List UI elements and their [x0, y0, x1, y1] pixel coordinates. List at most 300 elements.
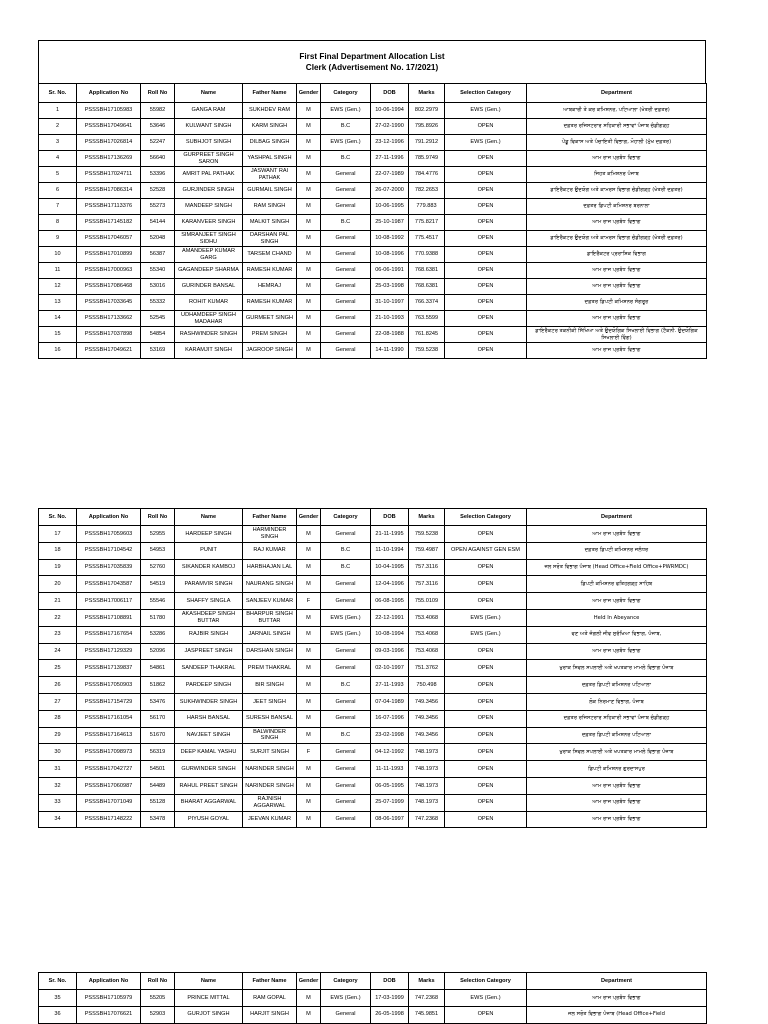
selection-category-cell: OPEN — [445, 593, 527, 610]
category-cell: General — [321, 794, 371, 811]
roll-no-cell: 55205 — [141, 990, 175, 1007]
name-cell: NAVJEET SINGH — [175, 727, 243, 744]
table-row — [39, 626, 707, 643]
application-no-cell: PSSSBH17049621 — [77, 343, 141, 359]
name-cell: SIKANDER KAMBOJ — [175, 559, 243, 576]
category-cell: General — [321, 660, 371, 677]
name-cell: GAGANDEEP SHARMA — [175, 263, 243, 279]
roll-no-cell: 55340 — [141, 263, 175, 279]
father-name-cell: YASHPAL SINGH — [243, 151, 297, 167]
sr-no-cell: 6 — [39, 183, 77, 199]
list-subtitle: Clerk (Advertisement No. 17/2021) — [305, 63, 439, 72]
roll-no-cell: 52545 — [141, 311, 175, 327]
category-cell: General — [321, 710, 371, 727]
category-cell: General — [321, 327, 371, 343]
column-header-marks: Marks — [409, 973, 445, 990]
dob-cell: 10-08-1992 — [371, 231, 409, 247]
column-header-roll-no: Roll No — [141, 509, 175, 526]
father-name-cell: BALWINDER SINGH — [243, 727, 297, 744]
dob-cell: 10-04-1995 — [371, 559, 409, 576]
father-name-cell: RAJNISH AGGARWAL — [243, 794, 297, 811]
name-cell: DEEP KAMAL YASHU — [175, 744, 243, 761]
allocation-sheet-1 — [38, 40, 706, 359]
gender-cell: M — [297, 727, 321, 744]
selection-category-cell: OPEN — [445, 794, 527, 811]
sr-no-cell: 10 — [39, 247, 77, 263]
gender-cell: M — [297, 103, 321, 119]
application-no-cell: PSSSBH17154729 — [77, 693, 141, 710]
application-no-cell: PSSSBH17105979 — [77, 990, 141, 1007]
table-row — [39, 135, 707, 151]
dob-cell: 17-03-1999 — [371, 990, 409, 1007]
marks-cell: 775.4517 — [409, 231, 445, 247]
marks-cell: 757.3116 — [409, 559, 445, 576]
name-cell: GURPREET SINGH SARON — [175, 151, 243, 167]
table-row — [39, 279, 707, 295]
application-no-cell: PSSSBH17071049 — [77, 794, 141, 811]
column-header-application-no: Application No — [77, 509, 141, 526]
gender-cell: M — [297, 263, 321, 279]
selection-category-cell: OPEN — [445, 761, 527, 778]
dob-cell: 25-10-1987 — [371, 215, 409, 231]
column-header-roll-no: Roll No — [141, 84, 175, 103]
category-cell: General — [321, 295, 371, 311]
father-name-cell: HEMRAJ — [243, 279, 297, 295]
department-cell: ਡਾਇਰੈਕਟਰ ਤਕਨੀਕੀ ਸਿੱਖਿਆ ਅਤੇ ਉਦਯੋਗਿਕ ਸਿਖਲਾਈ ਵਿਭਾਗ (ਟੈਕਨੀ. ਉਦਯੋਗਿਕ ਸਿਖਲਾਈ ਵਿੰਗ) — [527, 327, 707, 343]
father-name-cell: RAM SINGH — [243, 199, 297, 215]
allocation-table-2 — [38, 508, 707, 828]
father-name-cell: NARINDER SINGH — [243, 761, 297, 778]
roll-no-cell: 51780 — [141, 609, 175, 626]
name-cell: RAHUL PREET SINGH — [175, 777, 243, 794]
category-cell: B.C — [321, 727, 371, 744]
roll-no-cell: 56319 — [141, 744, 175, 761]
name-cell: PARDEEP SINGH — [175, 677, 243, 694]
column-header-gender: Gender — [297, 84, 321, 103]
table-row — [39, 744, 707, 761]
gender-cell: M — [297, 199, 321, 215]
roll-no-cell: 52096 — [141, 643, 175, 660]
table-row — [39, 660, 707, 677]
father-name-cell: PREM THAKRAL — [243, 660, 297, 677]
column-header-sr-no: Sr. No. — [39, 973, 77, 990]
department-cell: ਆਮ ਰਾਜ ਪ੍ਰਬੰਧ ਵਿਭਾਗ — [527, 643, 707, 660]
marks-cell: 753.4068 — [409, 643, 445, 660]
father-name-cell: NAURANG SINGH — [243, 576, 297, 593]
marks-cell: 779.883 — [409, 199, 445, 215]
department-cell: Held In Abeyance — [527, 609, 707, 626]
department-cell: ਡਾਇਰੈਕਟਰ ਉਦਯੋਗ ਅਤੇ ਕਾਮਰਸ ਵਿਭਾਗ ਚੰਡੀਗੜ੍ਹ (ਖੇਤਰੀ ਦਫ਼ਤਰ) — [527, 183, 707, 199]
gender-cell: M — [297, 576, 321, 593]
department-cell: ਦਫ਼ਤਰ ਡਿਪਟੀ ਕਮਿਸ਼ਨਰ ਸੰਗਰੂਰ — [527, 295, 707, 311]
father-name-cell: KARM SINGH — [243, 119, 297, 135]
application-no-cell: PSSSBH17164613 — [77, 727, 141, 744]
marks-cell: 748.1973 — [409, 794, 445, 811]
department-cell: ਦਫ਼ਤਰ ਡਿਪਟੀ ਕਮਿਸ਼ਨਰ ਪਟਿਆਲਾ — [527, 677, 707, 694]
dob-cell: 02-10-1997 — [371, 660, 409, 677]
gender-cell: M — [297, 167, 321, 183]
dob-cell: 04-12-1992 — [371, 744, 409, 761]
sr-no-cell: 22 — [39, 609, 77, 626]
table-row — [39, 576, 707, 593]
selection-category-cell: OPEN — [445, 643, 527, 660]
sr-no-cell: 31 — [39, 761, 77, 778]
marks-cell: 768.6381 — [409, 263, 445, 279]
application-no-cell: PSSSBH17108891 — [77, 609, 141, 626]
department-cell: ਆਮ ਰਾਜ ਪ੍ਰਬੰਧ ਵਿਭਾਗ — [527, 343, 707, 359]
application-no-cell: PSSSBH17136269 — [77, 151, 141, 167]
application-no-cell: PSSSBH17086468 — [77, 279, 141, 295]
dob-cell: 26-05-1998 — [371, 1006, 409, 1023]
sr-no-cell: 32 — [39, 777, 77, 794]
name-cell: PIYUSH GOYAL — [175, 811, 243, 828]
table-row — [39, 231, 707, 247]
selection-category-cell: EWS (Gen.) — [445, 103, 527, 119]
application-no-cell: PSSSBH17129329 — [77, 643, 141, 660]
roll-no-cell: 52903 — [141, 1006, 175, 1023]
sr-no-cell: 35 — [39, 990, 77, 1007]
selection-category-cell: OPEN — [445, 693, 527, 710]
roll-no-cell: 55982 — [141, 103, 175, 119]
table-row — [39, 247, 707, 263]
selection-category-cell: EWS (Gen.) — [445, 626, 527, 643]
selection-category-cell: OPEN — [445, 811, 527, 828]
table-row — [39, 794, 707, 811]
column-header-selection-category: Selection Category — [445, 973, 527, 990]
father-name-cell: DILBAG SINGH — [243, 135, 297, 151]
application-no-cell: PSSSBH17046057 — [77, 231, 141, 247]
name-cell: PRINCE MITTAL — [175, 990, 243, 1007]
sr-no-cell: 29 — [39, 727, 77, 744]
application-no-cell: PSSSBH17043587 — [77, 576, 141, 593]
name-cell: KARANVEER SINGH — [175, 215, 243, 231]
gender-cell: M — [297, 215, 321, 231]
application-no-cell: PSSSBH17104542 — [77, 542, 141, 559]
roll-no-cell: 55128 — [141, 794, 175, 811]
selection-category-cell: OPEN — [445, 660, 527, 677]
dob-cell: 16-07-1996 — [371, 710, 409, 727]
gender-cell: M — [297, 343, 321, 359]
roll-no-cell: 55273 — [141, 199, 175, 215]
table-row — [39, 183, 707, 199]
sr-no-cell: 21 — [39, 593, 77, 610]
selection-category-cell: OPEN — [445, 576, 527, 593]
sr-no-cell: 3 — [39, 135, 77, 151]
category-cell: General — [321, 279, 371, 295]
roll-no-cell: 54953 — [141, 542, 175, 559]
application-no-cell: PSSSBH17113376 — [77, 199, 141, 215]
selection-category-cell: OPEN — [445, 263, 527, 279]
name-cell: HARSH BANSAL — [175, 710, 243, 727]
father-name-cell: PREM SINGH — [243, 327, 297, 343]
dob-cell: 11-11-1993 — [371, 761, 409, 778]
application-no-cell: PSSSBH17060987 — [77, 777, 141, 794]
marks-cell: 753.4068 — [409, 609, 445, 626]
category-cell: General — [321, 183, 371, 199]
dob-cell: 27-11-1996 — [371, 151, 409, 167]
gender-cell: M — [297, 231, 321, 247]
category-cell: EWS (Gen.) — [321, 103, 371, 119]
marks-cell: 775.8217 — [409, 215, 445, 231]
application-no-cell: PSSSBH17006117 — [77, 593, 141, 610]
category-cell: General — [321, 231, 371, 247]
name-cell: SUBHJOT SINGH — [175, 135, 243, 151]
application-no-cell: PSSSBH17086314 — [77, 183, 141, 199]
column-header-sr-no: Sr. No. — [39, 509, 77, 526]
sr-no-cell: 20 — [39, 576, 77, 593]
marks-cell: 759.5238 — [409, 343, 445, 359]
father-name-cell: BHARPUR SINGH BUTTAR — [243, 609, 297, 626]
selection-category-cell: OPEN — [445, 559, 527, 576]
roll-no-cell: 56640 — [141, 151, 175, 167]
dob-cell: 26-07-2000 — [371, 183, 409, 199]
dob-cell: 21-10-1993 — [371, 311, 409, 327]
category-cell: B.C — [321, 559, 371, 576]
sr-no-cell: 4 — [39, 151, 77, 167]
selection-category-cell: OPEN — [445, 327, 527, 343]
selection-category-cell: OPEN — [445, 151, 527, 167]
department-cell: ਲੋਕ ਨਿਰਮਾਣ ਵਿਭਾਗ, ਪੰਜਾਬ — [527, 693, 707, 710]
marks-cell: 749.3456 — [409, 727, 445, 744]
selection-category-cell: EWS (Gen.) — [445, 609, 527, 626]
sr-no-cell: 23 — [39, 626, 77, 643]
column-header-application-no: Application No — [77, 973, 141, 990]
sr-no-cell: 27 — [39, 693, 77, 710]
column-header-selection-category: Selection Category — [445, 509, 527, 526]
gender-cell: M — [297, 247, 321, 263]
department-cell: ਆਮ ਰਾਜ ਪ੍ਰਬੰਧ ਵਿਭਾਗ — [527, 526, 707, 543]
department-cell: ਦਫ਼ਤਰ ਡਿਪਟੀ ਕਮਿਸ਼ਨਰ ਪਟਿਆਲਾ — [527, 727, 707, 744]
column-header-name: Name — [175, 84, 243, 103]
department-cell: ਦਫ਼ਤਰ ਰਜਿਸਟਰਾਰ ਸਹਿਕਾਰੀ ਸਭਾਵਾਂ ਪੰਜਾਬ ਚੰਡੀਗੜ੍ਹ — [527, 119, 707, 135]
name-cell: GURINDER BANSAL — [175, 279, 243, 295]
table-row — [39, 199, 707, 215]
table-body — [39, 103, 707, 359]
marks-cell: 753.4068 — [409, 626, 445, 643]
department-cell: ਆਮ ਰਾਜ ਪ੍ਰਬੰਧ ਵਿਭਾਗ — [527, 311, 707, 327]
sr-no-cell: 5 — [39, 167, 77, 183]
category-cell: General — [321, 526, 371, 543]
father-name-cell: RAJ KUMAR — [243, 542, 297, 559]
father-name-cell: RAMESH KUMAR — [243, 263, 297, 279]
gender-cell: M — [297, 151, 321, 167]
roll-no-cell: 53169 — [141, 343, 175, 359]
dob-cell: 06-08-1995 — [371, 593, 409, 610]
table-row — [39, 311, 707, 327]
father-name-cell: SURJIT SINGH — [243, 744, 297, 761]
application-no-cell: PSSSBH17049641 — [77, 119, 141, 135]
gender-cell: M — [297, 693, 321, 710]
application-no-cell: PSSSBH17098973 — [77, 744, 141, 761]
application-no-cell: PSSSBH17035839 — [77, 559, 141, 576]
dob-cell: 25-07-1999 — [371, 794, 409, 811]
gender-cell: M — [297, 119, 321, 135]
application-no-cell: PSSSBH17076621 — [77, 1006, 141, 1023]
category-cell: General — [321, 744, 371, 761]
father-name-cell: JEEVAN KUMAR — [243, 811, 297, 828]
department-cell: ਦਫ਼ਤਰ ਡਿਪਟੀ ਕਮਿਸ਼ਨਰ ਬਰਨਾਲਾ — [527, 199, 707, 215]
table-row — [39, 643, 707, 660]
column-header-name: Name — [175, 973, 243, 990]
category-cell: General — [321, 811, 371, 828]
application-no-cell: PSSSBH17167654 — [77, 626, 141, 643]
category-cell: B.C — [321, 215, 371, 231]
department-cell: ਡਿਪਟੀ ਕਮਿਸ਼ਨਰ ਫਤਿਹਗੜ੍ਹ ਸਾਹਿਬ — [527, 576, 707, 593]
dob-cell: 25-03-1998 — [371, 279, 409, 295]
dob-cell: 23-12-1996 — [371, 135, 409, 151]
name-cell: MANDEEP SINGH — [175, 199, 243, 215]
roll-no-cell: 52528 — [141, 183, 175, 199]
sr-no-cell: 26 — [39, 677, 77, 694]
column-header-sr-no: Sr. No. — [39, 84, 77, 103]
gender-cell: M — [297, 626, 321, 643]
dob-cell: 21-11-1995 — [371, 526, 409, 543]
roll-no-cell: 53286 — [141, 626, 175, 643]
selection-category-cell: OPEN AGAINST GEN ESM — [445, 542, 527, 559]
table-row — [39, 559, 707, 576]
category-cell: General — [321, 167, 371, 183]
department-cell: ਜਲ ਸਰੋਤ ਵਿਭਾਗ ਪੰਜਾਬ (Head Office+Field — [527, 1006, 707, 1023]
column-header-father-name: Father Name — [243, 973, 297, 990]
roll-no-cell: 56170 — [141, 710, 175, 727]
column-header-father-name: Father Name — [243, 509, 297, 526]
department-cell: ਆਮ ਰਾਜ ਪ੍ਰਬੰਧ ਵਿਭਾਗ — [527, 263, 707, 279]
roll-no-cell: 52955 — [141, 526, 175, 543]
roll-no-cell: 56387 — [141, 247, 175, 263]
application-no-cell: PSSSBH17033645 — [77, 295, 141, 311]
marks-cell: 768.6381 — [409, 279, 445, 295]
gender-cell: M — [297, 677, 321, 694]
father-name-cell: JAGROOP SINGH — [243, 343, 297, 359]
department-cell: ਦਫ਼ਤਰ ਰਜਿਸਟਰਾਰ ਸਹਿਕਾਰੀ ਸਭਾਵਾਂ ਪੰਜਾਬ ਚੰਡੀਗੜ੍ਹ — [527, 710, 707, 727]
dob-cell: 10-06-1995 — [371, 199, 409, 215]
sr-no-cell: 16 — [39, 343, 77, 359]
sr-no-cell: 25 — [39, 660, 77, 677]
list-title-box — [38, 40, 706, 83]
marks-cell: 751.3762 — [409, 660, 445, 677]
roll-no-cell: 53476 — [141, 693, 175, 710]
roll-no-cell: 53478 — [141, 811, 175, 828]
selection-category-cell: EWS (Gen.) — [445, 135, 527, 151]
table-row — [39, 693, 707, 710]
table-row — [39, 295, 707, 311]
application-no-cell: PSSSBH17042727 — [77, 761, 141, 778]
marks-cell: 747.2368 — [409, 811, 445, 828]
department-cell: ਜਿਹਤ ਕਮਿਸ਼ਨਰ ਪੰਜਾਬ — [527, 167, 707, 183]
roll-no-cell: 52247 — [141, 135, 175, 151]
marks-cell: 749.3456 — [409, 710, 445, 727]
father-name-cell: NARINDER SINGH — [243, 777, 297, 794]
marks-cell: 802.2979 — [409, 103, 445, 119]
department-cell: ਆਮ ਰਾਜ ਪ੍ਰਬੰਧ ਵਿਭਾਗ — [527, 777, 707, 794]
marks-cell: 763.5599 — [409, 311, 445, 327]
category-cell: General — [321, 247, 371, 263]
table-header-row — [39, 973, 707, 990]
name-cell: AMANDEEP KUMAR GARG — [175, 247, 243, 263]
application-no-cell: PSSSBH17050903 — [77, 677, 141, 694]
allocation-sheet-2 — [38, 508, 706, 828]
table-row — [39, 609, 707, 626]
dob-cell: 06-06-1991 — [371, 263, 409, 279]
selection-category-cell: OPEN — [445, 215, 527, 231]
gender-cell: M — [297, 643, 321, 660]
category-cell: General — [321, 311, 371, 327]
column-header-category: Category — [321, 973, 371, 990]
category-cell: B.C — [321, 119, 371, 135]
name-cell: KULWANT SINGH — [175, 119, 243, 135]
category-cell: EWS (Gen.) — [321, 135, 371, 151]
department-cell: ਆਮ ਰਾਜ ਪ੍ਰਬੰਧ ਵਿਭਾਗ — [527, 593, 707, 610]
marks-cell: 747.2368 — [409, 990, 445, 1007]
category-cell: General — [321, 593, 371, 610]
dob-cell: 09-03-1996 — [371, 643, 409, 660]
roll-no-cell: 54861 — [141, 660, 175, 677]
dob-cell: 22-12-1991 — [371, 609, 409, 626]
name-cell: GURJOT SINGH — [175, 1006, 243, 1023]
marks-cell: 748.1973 — [409, 744, 445, 761]
category-cell: B.C — [321, 151, 371, 167]
sr-no-cell: 24 — [39, 643, 77, 660]
dob-cell: 07-04-1989 — [371, 693, 409, 710]
table-row — [39, 215, 707, 231]
dob-cell: 14-11-1990 — [371, 343, 409, 359]
selection-category-cell: EWS (Gen.) — [445, 990, 527, 1007]
table-body — [39, 990, 707, 1024]
marks-cell: 791.2912 — [409, 135, 445, 151]
father-name-cell: SANJEEV KUMAR — [243, 593, 297, 610]
marks-cell: 785.9749 — [409, 151, 445, 167]
category-cell: General — [321, 343, 371, 359]
name-cell: PARAMVIR SINGH — [175, 576, 243, 593]
table-header-row — [39, 509, 707, 526]
gender-cell: M — [297, 710, 321, 727]
sr-no-cell: 7 — [39, 199, 77, 215]
father-name-cell: DARSHAN PAL SINGH — [243, 231, 297, 247]
department-cell: ਖੁਰਾਕ ਸਿਵਲ ਸਪਲਾਈ ਅਤੇ ਖਪਤਕਾਰ ਮਾਮਲੇ ਵਿਭਾਗ ਪੰਜਾਬ — [527, 660, 707, 677]
department-cell: ਖੁਰਾਕ ਸਿਵਲ ਸਪਲਾਈ ਅਤੇ ਖਪਤਕਾਰ ਮਾਮਲੇ ਵਿਭਾਗ ਪੰਜਾਬ — [527, 744, 707, 761]
name-cell: SHAFFY SINGLA — [175, 593, 243, 610]
selection-category-cell: OPEN — [445, 295, 527, 311]
selection-category-cell: OPEN — [445, 1006, 527, 1023]
sr-no-cell: 33 — [39, 794, 77, 811]
marks-cell: 745.9851 — [409, 1006, 445, 1023]
sr-no-cell: 12 — [39, 279, 77, 295]
column-header-gender: Gender — [297, 973, 321, 990]
category-cell: General — [321, 643, 371, 660]
gender-cell: M — [297, 135, 321, 151]
sr-no-cell: 19 — [39, 559, 77, 576]
table-row — [39, 593, 707, 610]
marks-cell: 761.8245 — [409, 327, 445, 343]
application-no-cell: PSSSBH17145182 — [77, 215, 141, 231]
selection-category-cell: OPEN — [445, 710, 527, 727]
table-body — [39, 526, 707, 828]
dob-cell: 06-05-1995 — [371, 777, 409, 794]
marks-cell: 759.5238 — [409, 526, 445, 543]
father-name-cell: HARMINDER SINGH — [243, 526, 297, 543]
marks-cell: 748.1973 — [409, 777, 445, 794]
gender-cell: M — [297, 327, 321, 343]
application-no-cell: PSSSBH17024711 — [77, 167, 141, 183]
table-row — [39, 263, 707, 279]
department-cell: ਆਮ ਰਾਜ ਪ੍ਰਬੰਧ ਵਿਭਾਗ — [527, 990, 707, 1007]
application-no-cell: PSSSBH17133662 — [77, 311, 141, 327]
category-cell: B.C — [321, 677, 371, 694]
table-row — [39, 542, 707, 559]
category-cell: General — [321, 199, 371, 215]
gender-cell: M — [297, 660, 321, 677]
gender-cell: M — [297, 794, 321, 811]
